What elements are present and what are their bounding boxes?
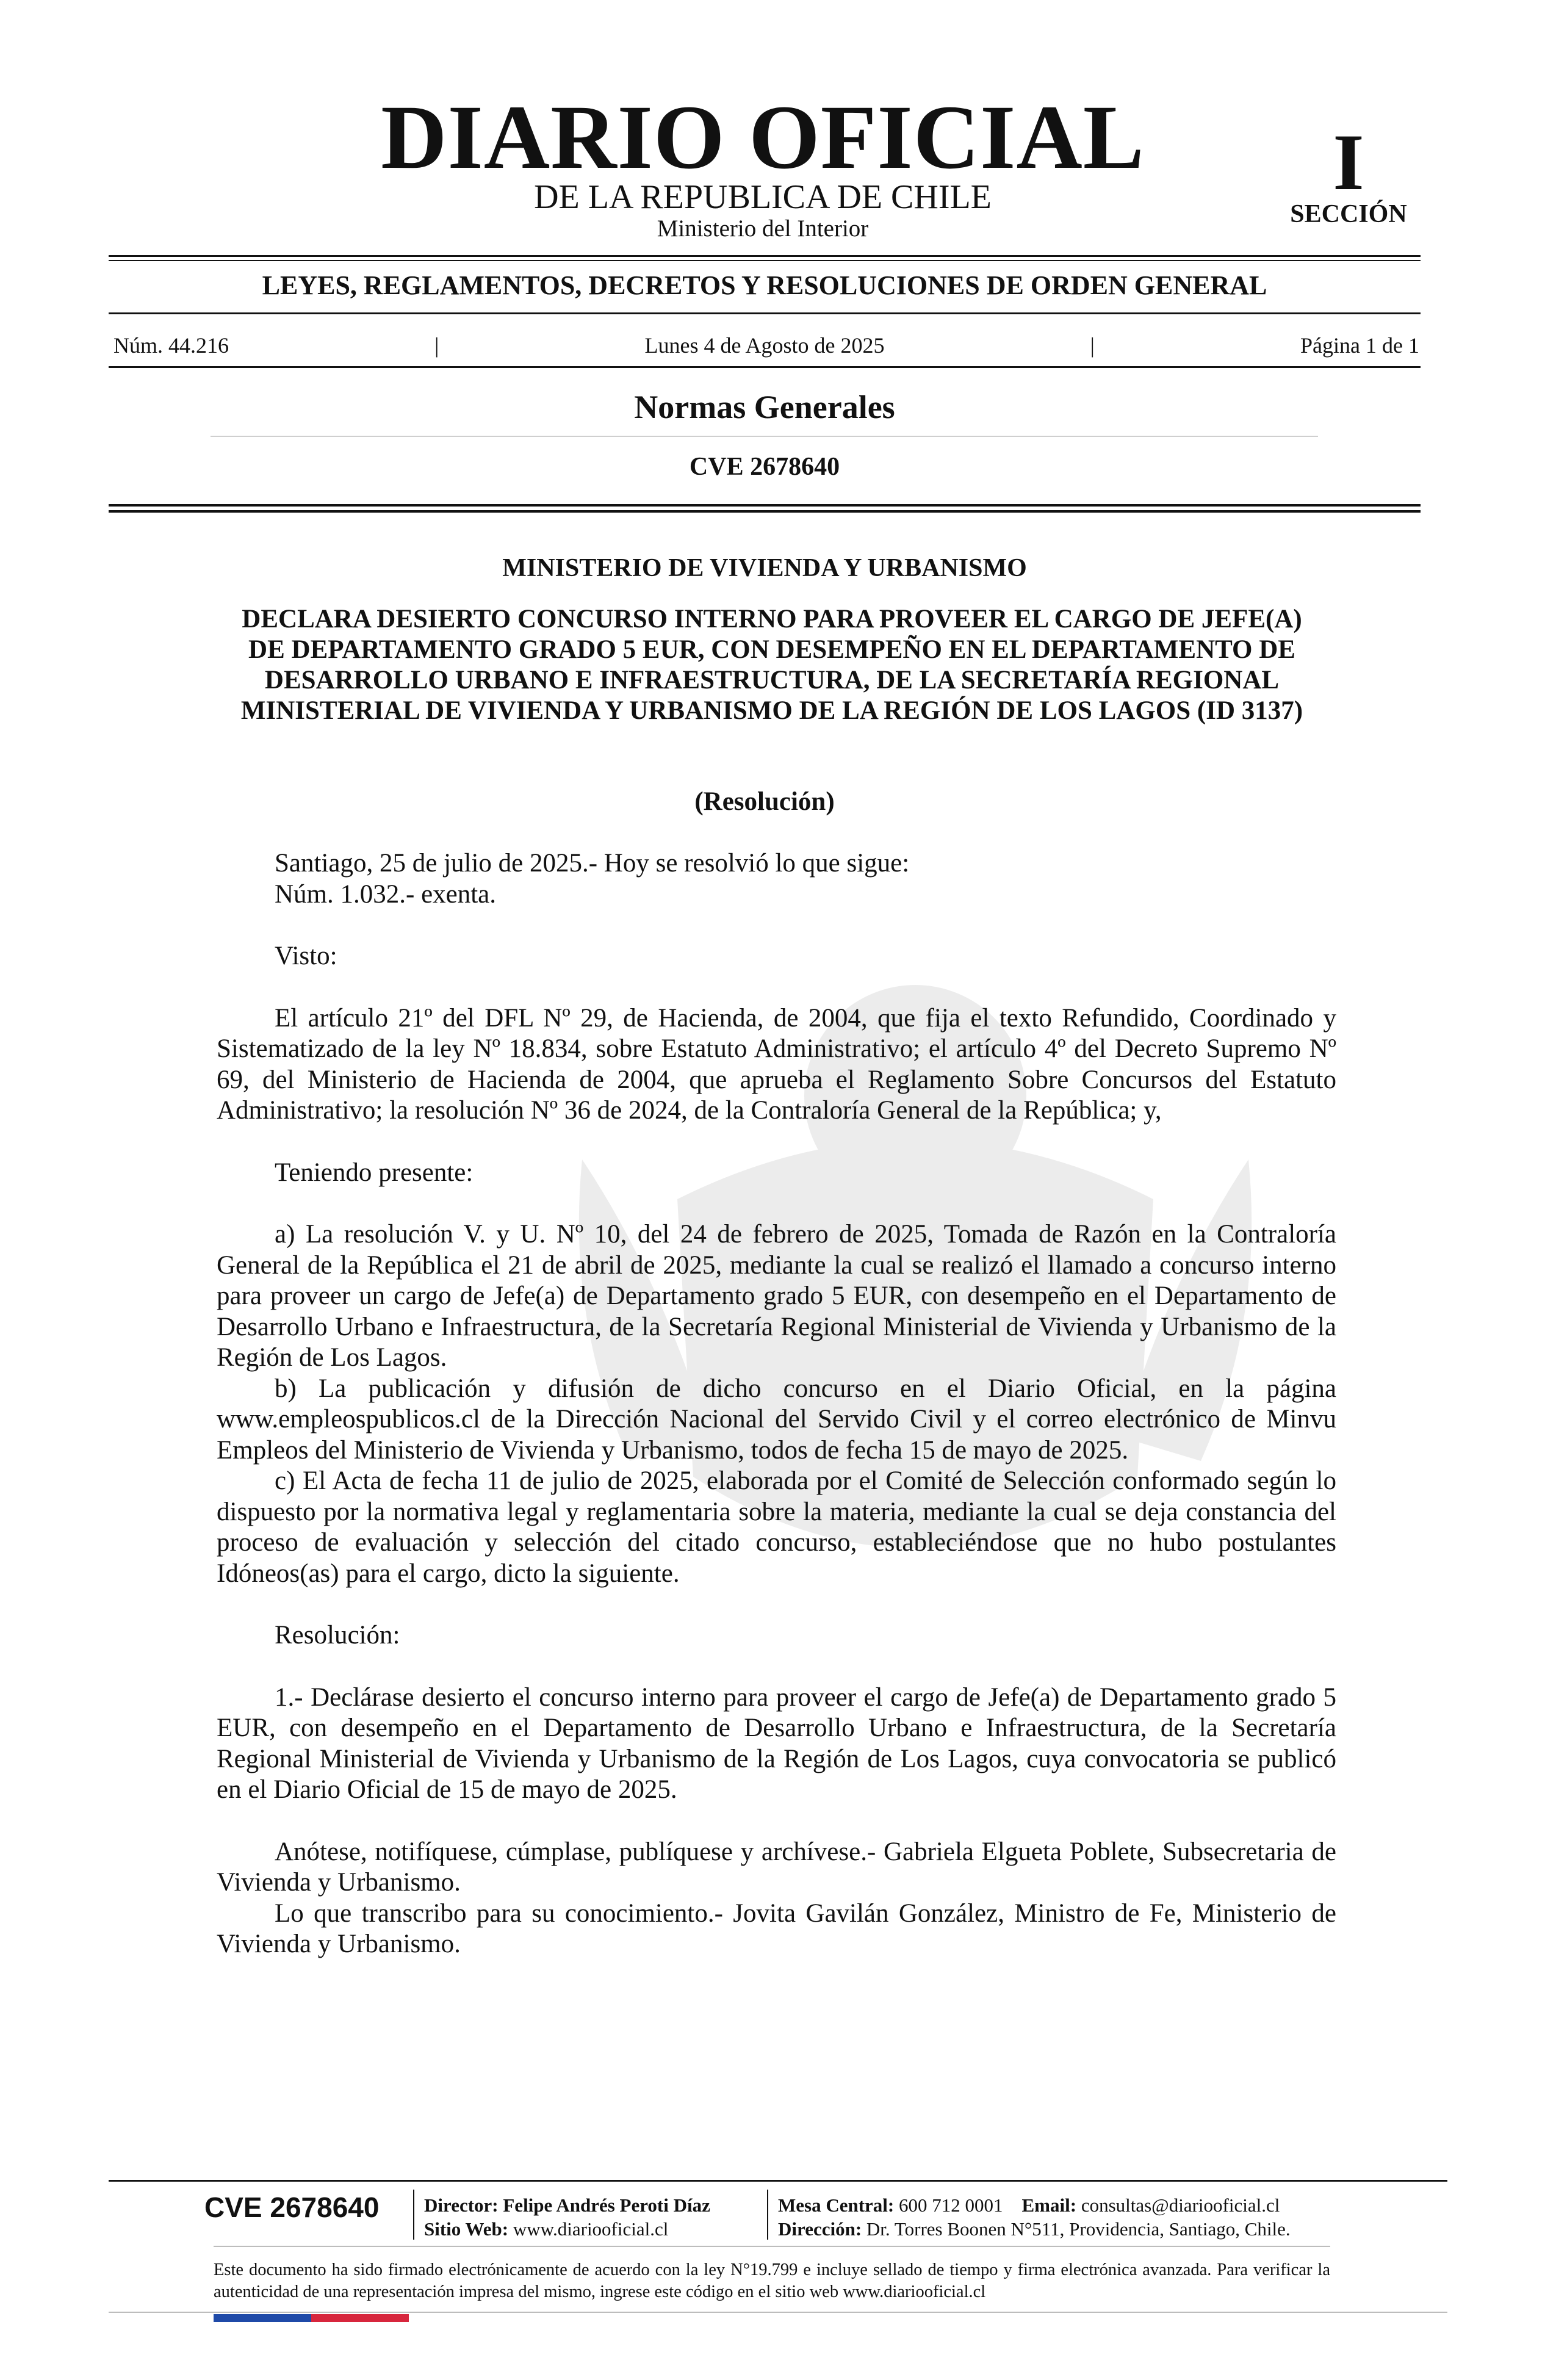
director-name: Felipe Andrés Peroti Díaz [503,2194,710,2216]
teniendo-label: Teniendo presente: [275,1158,474,1187]
footer-separator [767,2190,768,2240]
section-heading: Normas Generales [634,389,895,425]
dateline-separator: | [1090,333,1095,358]
header-rule-thick-1 [109,504,1421,507]
footer-rule [109,2180,1447,2182]
footer-legal-note: Este documento ha sido firmado electrónicamente de acuerdo con la ley N°19.799 e incluye sellado de tiempo y firma electrónica avanzada. Para verificar la autenticidad de una representación impresa del mismo, ingrese este código en el sitio web www.diariooficial.cl [214,2260,1330,2301]
footer-director-block [424,2193,766,2241]
point-a: a) La resolución V. y U. Nº 10, del 24 de febrero de 2025, Tomada de Razón en la Contraloría General de la República el 21 de abril de 2025, mediante la cual se realizó el llamado a concurso interno para proveer un cargo de Jefe(a) de Departamento grado 5 EUR, con desempeño en el Departamento de Desarrollo Urbano e Infraestructura, de la Secretaría Regional Ministerial de Vivienda y Urbanismo de la Región de Los Lagos. [217,1220,1336,1372]
email-label: Email: [1021,2194,1077,2216]
issue-date: Lunes 4 de Agosto de 2025 [644,333,885,358]
flag-stripe-red [311,2314,409,2322]
point-b: b) La publicación y difusión de dicho concurso en el Diario Oficial, en la página www.empleospublicos.cl de la Dirección Nacional del Servido Civil y el correo electrónico de Minvu Empleos del Ministerio de Vivienda y Urbanismo, todos de fecha 15 de mayo de 2025. [217,1374,1336,1465]
masthead-rule-second [109,260,1421,261]
declaration-title: DECLARA DESIERTO CONCURSO INTERNO PARA PROVEER EL CARGO DE JEFE(A) DE DEPARTAMENTO GRADO 5 EUR, CON DESEMPEÑO EN EL DEPARTAMENTO DE DESARROLLO URBANO E INFRAESTRUCTURA, DE LA SECRETARÍA REGIONAL MINISTERIAL DE VIVIENDA Y URBANISMO DE LA REGIÓN DE LOS LAGOS (ID 3137) [240,605,1303,725]
section-label: SECCIÓN [1290,200,1407,228]
masthead-subtitle: DE LA REPUBLICA DE CHILE [534,178,992,216]
footer-separator [413,2190,414,2240]
section-number: I [1333,117,1364,207]
mesa-label: Mesa Central: [778,2194,895,2216]
address-value: Dr. Torres Boonen N°511, Providencia, Santiago, Chile. [866,2218,1291,2240]
resolution-item-1: 1.- Declárase desierto el concurso interno para proveer el cargo de Jefe(a) de Departamento grado 5 EUR, con desempeño en el Departamento de Desarrollo Urbano e Infraestructura, de la Secretaría Regional Ministerial de Vivienda y Urbanismo de la Región de Los Lagos, cuya convocatoria se publicó en el Diario Oficial de 15 de mayo de 2025. [217,1682,1336,1804]
website-label: Sitio Web: [424,2218,509,2240]
address-label: Dirección: [778,2218,862,2240]
director-label: Director: [424,2194,499,2216]
website-link[interactable]: www.diariooficial.cl [513,2218,669,2240]
dateline-separator: | [434,333,439,358]
footer-divider [214,2246,1330,2247]
section-heading-divider [211,436,1318,437]
masthead-rule-top [109,255,1421,257]
ministry-heading: MINISTERIO DE VIVIENDA Y URBANISMO [502,554,1027,582]
email-link[interactable]: consultas@diariooficial.cl [1081,2194,1280,2216]
closing-signature: Anótese, notifíquese, cúmplase, publíquese y archívese.- Gabriela Elgueta Poblete, Subsecretaria de Vivienda y Urbanismo. [217,1837,1336,1897]
footer-bottom-rule [109,2312,1447,2313]
document-body [217,848,1336,1960]
resolucion-label: Resolución: [275,1621,400,1650]
mesa-value: 600 712 0001 [899,2194,1003,2216]
banner-heading: LEYES, REGLAMENTOS, DECRETOS Y RESOLUCIONES DE ORDEN GENERAL [262,270,1267,300]
cve-code: CVE 2678640 [689,453,840,481]
document-type: (Resolución) [694,787,835,816]
point-c: c) El Acta de fecha 11 de julio de 2025, elaborada por el Comité de Selección conformado según lo dispuesto por la normativa legal y reglamentaria sobre la materia, mediante la cual se deja constancia del proceso de evaluación y selección del citado concurso, estableciéndose que no hubo postulantes Idóneos(as) para el cargo, dicto la siguiente. [217,1466,1336,1588]
footer-contact-block [778,2193,1352,2241]
flag-stripe-blue [214,2314,311,2322]
footer-cve: CVE 2678640 [204,2191,380,2223]
page-indicator: Página 1 de 1 [1300,333,1419,358]
closing-transcription: Lo que transcribo para su conocimiento.- Jovita Gavilán González, Ministro de Fe, Ministerio de Vivienda y Urbanismo. [217,1899,1336,1958]
visto-label: Visto: [275,942,337,970]
masthead-title: DIARIO OFICIAL [381,87,1145,188]
banner-rule-bottom [109,312,1421,314]
place-date: Santiago, 25 de julio de 2025.- Hoy se resolvió lo que sigue: [275,849,910,878]
header-rule-thick-2 [109,510,1421,513]
visto-paragraph: El artículo 21º del DFL Nº 29, de Hacienda, de 2004, que fija el texto Refundido, Coordinado y Sistematizado de la ley Nº 18.834, sobre Estatuto Administrativo; el artículo 4º del Decreto Supremo Nº 69, del Ministerio de Hacienda de 2004, que aprueba el Reglamento Sobre Concursos del Estatuto Administrativo; la resolución Nº 36 de 2024, de la Contraloría General de la República; y, [217,1003,1336,1125]
issue-number: Núm. 44.216 [113,333,229,358]
dateline-rule [109,366,1421,368]
dateline [113,334,1419,356]
resolution-number: Núm. 1.032.- exenta. [275,879,497,909]
masthead-ministry: Ministerio del Interior [657,215,869,242]
